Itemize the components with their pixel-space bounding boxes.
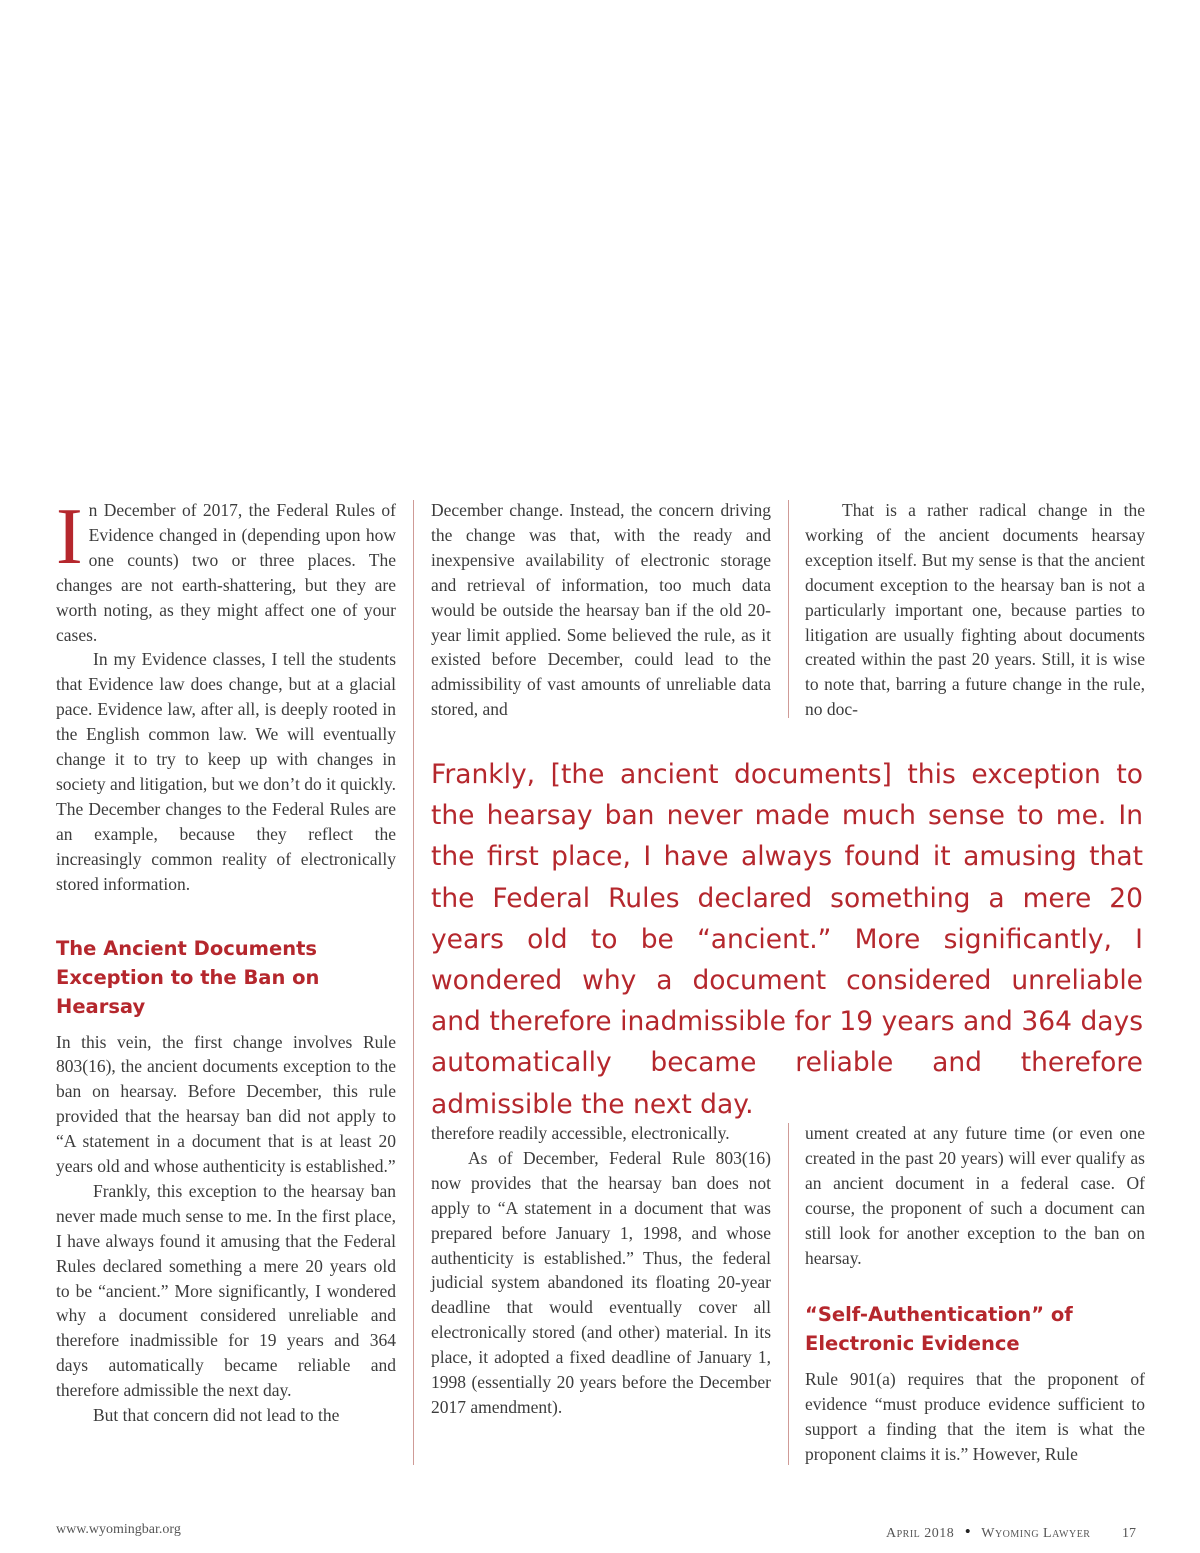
paragraph: December change. Instead, the concern driving the change was that, with the ready and inexpensive availability of electronic storage and retrieval of information, too much data would be outside the hearsay ban if the old 20-year limit applied. Some believed the rule, as it existed before December, could lead to the admissibility of vast amounts of unreliable data stored, and (431, 500, 771, 720)
footer-issue-info (886, 1522, 1136, 1542)
footer-bullet: • (964, 1522, 971, 1541)
section-heading: “Self-Authentication” of Electronic Evidence (805, 1303, 1073, 1356)
paragraph: therefore readily accessible, electronically. (431, 1123, 730, 1143)
pull-quote: Frankly, [the ancient documents] this exception to the hearsay ban never made much sense to me. In the first place, I have always found it amusing that the Federal Rules declared something a mere 20 years old to be “ancient.” More significantly, I wondered why a document considered unreliable and therefore inadmissible for 19 years and 364 days automatically became reliable and therefore admissible the next day. (431, 759, 1143, 1120)
footer-issue-date: April 2018 (886, 1526, 955, 1541)
section-heading: The Ancient Documents Exception to the Ban on Hearsay (56, 936, 320, 1018)
intro-paragraph (56, 493, 396, 647)
article-column-2-bottom (431, 1121, 771, 1420)
article-column-1 (56, 493, 396, 1428)
column-divider (788, 1123, 789, 1465)
footer-website: www.wyomingbar.org (56, 1522, 181, 1537)
paragraph: Rule 901(a) requires that the proponent of evidence “must produce evidence sufficient to support a finding that the item is what the proponent claims it is.” However, Rule (805, 1369, 1145, 1465)
paragraph: In my Evidence classes, I tell the students that Evidence law does change, but at a glacial pace. Evidence law, after all, is deeply rooted in the English common law. We will eventually change it to try to keep up with changes in society and litigation, but we don’t do it quickly. The December changes to the Federal Rules are an example, because they reflect the increasingly common reality of electronically stored information. (56, 649, 396, 894)
article-column-3-bottom (805, 1121, 1145, 1467)
paragraph: That is a rather radical change in the working of the ancient documents hearsay exception itself. But my sense is that the ancient document exception to the hearsay ban is not a particularly important one, because parties to litigation are usually fighting about documents created within the past 20 years. Still, it is wise to note that, barring a future change in the rule, no doc- (805, 500, 1145, 720)
column-divider (413, 500, 414, 1465)
paragraph: In this vein, the first change involves Rule 803(16), the ancient documents exception to the ban on hearsay. Before December, this rule provided that the hearsay ban did not apply to “A statement in a document that is at least 20 years old and whose authenticity is established.” (56, 1031, 396, 1177)
page-number: 17 (1121, 1526, 1136, 1541)
paragraph: As of December, Federal Rule 803(16) now provides that the hearsay ban does not apply to “A statement in a document that was prepared before January 1, 1998, and whose authenticity is established.” Thus, the federal judicial system abandoned its floating 20-year deadline that would eventually cover all electronically stored (and other) material. In its place, it adopted a fixed deadline of January 1, 1998 (essentially 20 years before the December 2017 amendment). (431, 1147, 771, 1417)
intro-text: n December of 2017, the Federal Rules of Evidence changed in (depending upon how one counts) two or three places. The changes are not earth-shattering, but they are worth noting, as they might affect one of your cases. (56, 500, 396, 645)
paragraph: But that concern did not lead to the (93, 1405, 340, 1426)
footer-magazine-name: Wyoming Lawyer (981, 1526, 1091, 1541)
article-column-3-top (805, 498, 1145, 722)
paragraph: Frankly, this exception to the hearsay ban never made much sense to me. In the first place, I have always found it amusing that the Federal Rules declared something a mere 20 years old to be “ancient.” More significantly, I wondered why a document considered unreliable and therefore inadmissible for 19 years and 364 days automatically became reliable and therefore admissible the next day. (56, 1180, 396, 1401)
drop-cap: I (56, 493, 83, 581)
paragraph: ument created at any future time (or even one created in the past 20 years) will ever qualify as an ancient document in a federal case. Of course, the proponent of such a document can still look for another exception to the ban on hearsay. (805, 1123, 1145, 1268)
article-column-2-top (431, 498, 771, 722)
column-divider (788, 500, 789, 718)
